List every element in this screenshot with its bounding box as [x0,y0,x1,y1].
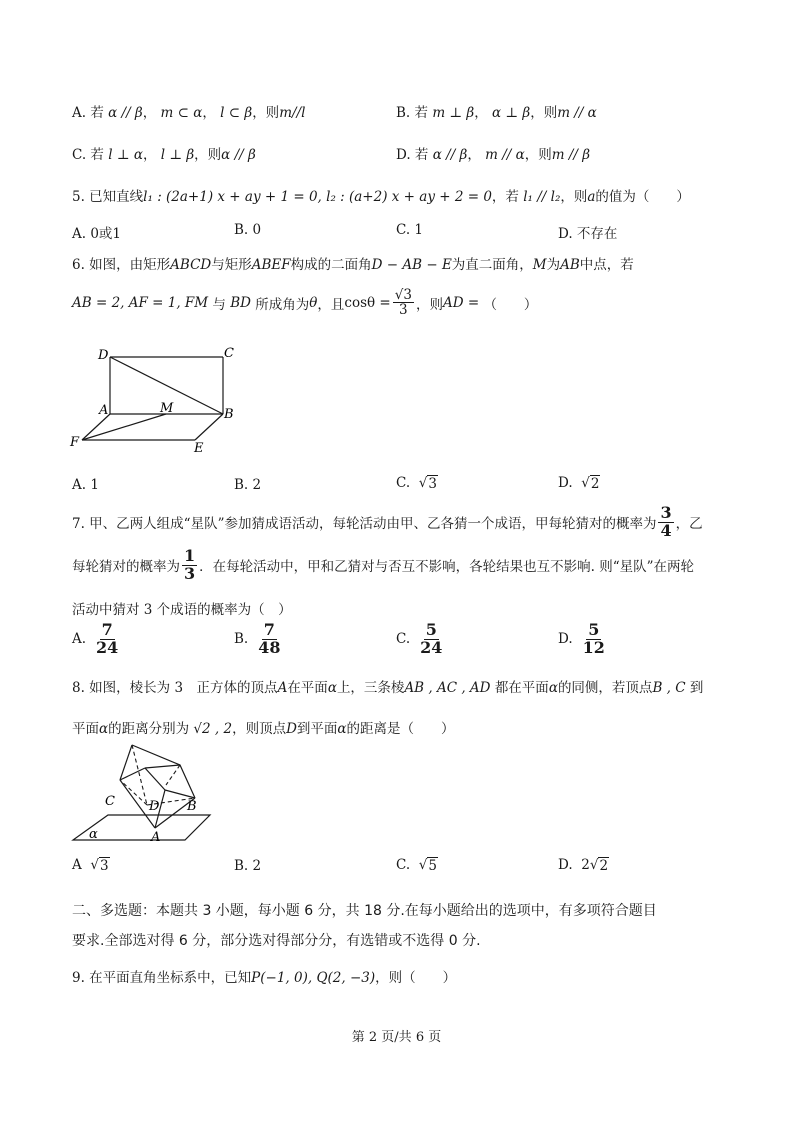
fraction-numerator: 5 [425,620,437,639]
text: ，则 [524,147,552,163]
math-expr: M [532,257,547,273]
option-fraction [94,622,120,657]
math-expr: m // α [557,105,597,121]
option-label: B. [234,631,249,648]
q6-option-c [396,475,438,492]
text: 所成角为 [255,296,310,313]
math-expr: α [327,680,337,696]
q8-stem-line2: 平面α的距离分别为 √2 , 2，则顶点D到平面α的距离是（ ） [72,721,455,737]
q6-stem-line2 [72,288,537,317]
text: ，则 [530,105,558,121]
text: 的值为（ ） [595,189,690,205]
sqrt-expr: √ 2 [581,475,600,492]
math-expr: l₁ // l₂ [523,189,561,205]
math-expr: α [99,721,109,737]
math-expr: m//l [279,105,306,121]
q9-stem [72,966,456,986]
text: 都在平面 [494,680,549,696]
figure-label-C: C [224,346,234,361]
coefficient: 2 [581,857,590,873]
math-expr: A [277,680,288,696]
text: 到 [689,680,704,696]
figure-label-A: A [151,830,161,845]
section-heading-line2: 要求.全部选对得 6 分，部分选对得部分分，有选错或不选得 0 分. [72,933,481,949]
q6-stem-line1 [72,253,634,273]
option-fraction [581,622,607,657]
option-label: A. 若 [72,105,104,121]
math-expr: l ⊥ β [160,147,195,163]
q7-stem-line2 [72,548,694,583]
fraction-denominator: 3 [184,563,196,583]
text: ，则 [194,147,222,163]
radicand: 3 [99,858,109,874]
page-footer: 第 2 页/共 6 页 [351,1030,442,1045]
math-expr: l₁ : (2a+1) x + ay + 1 = 0, l₂ : (a+2) x + ay + 2 = 0 [143,189,492,205]
option-label: C. [396,857,411,873]
text: 6. 如图，由矩形 [72,257,171,273]
option-label: B. 若 [396,105,429,121]
figure-label-A: A [99,403,109,418]
sqrt-expr: √ 5 [418,857,437,874]
option-label: D. [558,631,573,648]
text: ，若 [491,189,519,205]
math-expr: α ⊥ β [492,105,531,121]
q7-option-d [558,622,609,657]
q6-figure [60,340,260,460]
text: 的距离是（ ） [346,721,455,737]
sqrt-expr: √ 2 [589,857,609,874]
text: 5. 已知直线 [72,189,144,205]
fraction-denominator: 3 [399,302,408,319]
fraction-denominator: 24 [420,637,443,657]
q5-option-c: C. 1 [396,222,424,238]
q6-option-b: B. 2 [234,477,262,493]
figure-label-C: C [105,794,115,809]
prob-fraction [658,505,673,540]
text: 与矩形 [211,257,252,273]
fraction-denominator: 48 [258,637,281,657]
fraction-numerator: 7 [101,620,113,639]
math-expr: a [587,189,596,205]
q8-option-a [72,857,110,874]
option-label: C. [396,475,411,491]
fraction-numerator: 5 [588,620,600,639]
fraction-numerator: √3 [394,287,412,303]
math-expr: AB , AC , AD [404,680,491,696]
math-expr: D − AB − E [371,257,452,273]
figure-label-B: B [187,799,197,814]
q8-stem-line1 [72,676,703,696]
fraction-numerator: 7 [263,620,275,639]
math-expr: D [286,721,297,737]
math-expr: ABCD [170,257,212,273]
text: ．在每轮活动中，甲和乙猜对与否互不影响，各轮结果也互不影响. 则“星队”在两轮 [199,559,695,576]
q5-option-d: D. 不存在 [558,226,618,242]
figure-label-F: F [70,435,80,450]
text: （ ） [483,296,538,313]
text: 上，三条棱 [336,680,405,696]
math-expr: m ⊥ β [432,105,475,121]
text: 7. 甲、乙两人组成“星队”参加猜成语活动，每轮活动由甲、乙各猜一个成语，甲每轮猜对的概率为 [72,516,657,533]
text: ，且 [317,296,345,313]
text: 为 [546,257,561,273]
figure-label-E: E [194,441,204,456]
option-fraction [418,622,444,657]
section-heading-line1: 二、多选题：本题共 3 小题，每小题 6 分，共 18 分.在每小题给出的选项中，有多项符合题目 [72,903,657,919]
q6-option-a: A. 1 [72,477,99,493]
fraction-numerator: 3 [660,503,672,522]
figure-label-D: D [149,799,160,814]
math-expr: cosθ = [344,294,391,311]
prob-fraction [182,548,197,583]
figure-label-M: M [160,401,174,416]
text: ，则顶点 [232,721,287,737]
fraction-numerator: 1 [184,546,196,565]
math-expr: α // β [221,147,256,163]
math-expr: AB = 2, AF = 1, FM [72,294,209,311]
math-expr: BD [230,294,251,311]
q4-option-c: C. 若 l ⊥ α， l ⊥ β，则α // β [72,147,256,163]
q8-figure [65,740,215,850]
text: 8. 如图，棱长为 3 正方体的顶点 [72,680,278,696]
q8-option-b: B. 2 [234,858,262,874]
math-expr: α // β [108,105,143,121]
figure-label-alpha: α [89,827,98,842]
q7-option-a [72,622,122,657]
option-label: A [72,857,82,873]
cos-fraction [393,288,414,317]
option-fraction [256,622,282,657]
radicand: 5 [428,858,437,874]
q5-option-b: B. 0 [234,222,262,238]
math-expr: B , C [652,680,686,696]
option-label: D. [558,475,573,491]
q5-option-a: A. 0或1 [72,226,122,242]
text: ，则 [252,105,280,121]
math-expr: m // β [551,147,591,163]
math-expr: θ [309,294,318,311]
option-label: C. [396,631,411,648]
option-label: A. [72,631,87,648]
text: 的距离分别为 [108,721,190,737]
math-expr: α // β [432,147,468,163]
q6-option-d [558,475,600,492]
math-expr: l ⊥ α [108,147,143,163]
math-expr: P(−1, 0), Q(2, −3) [251,970,376,986]
q7-stem-line3: 活动中猜对 3 个成语的概率为（ ） [72,602,292,618]
text: 构成的二面角 [290,257,372,273]
text: 为直二面角， [451,257,533,273]
q7-option-c [396,622,446,657]
math-expr: AD = [442,294,480,311]
text: 中点，若 [579,257,634,273]
q8-option-c [396,857,438,874]
text: ，则（ ） [375,970,457,986]
fraction-denominator: 24 [96,637,119,657]
text: 9. 在平面直角坐标系中，已知 [72,970,252,986]
radicand: 3 [428,476,437,492]
text: 平面 [72,721,99,737]
figure-label-D: D [98,348,109,363]
text: ，则 [560,189,588,205]
math-expr: m // α [485,147,525,163]
q5-stem [72,185,690,205]
q4-option-d: D. 若 α // β， m // α，则m // β [396,147,591,163]
math-expr: α [337,721,347,737]
fraction-denominator: 4 [660,520,672,540]
text: 每轮猜对的概率为 [72,559,180,576]
math-expr: m ⊂ α [160,105,203,121]
math-expr: l ⊂ β [220,105,253,121]
option-label: D. [558,857,573,873]
math-expr: α [548,680,558,696]
sqrt-expr: √ 3 [90,857,109,874]
q4-option-a: A. 若 α // β， m ⊂ α， l ⊂ β，则m//l [72,105,306,121]
sqrt-expr: √ 3 [418,475,437,492]
radicand: 2 [599,858,609,874]
q7-option-b [234,622,284,657]
math-expr: AB [560,257,580,273]
text: ，乙 [675,516,703,533]
text: 与 [212,296,226,313]
figure-label-B: B [224,407,234,422]
option-label: D. 若 [396,147,429,163]
q8-option-d [558,857,609,874]
option-label: C. 若 [72,147,104,163]
q4-option-b: B. 若 m ⊥ β， α ⊥ β，则m // α [396,105,597,121]
fraction-denominator: 12 [582,637,605,657]
math-expr: 2 , 2 [202,721,233,737]
radicand: 2 [590,476,600,492]
text: 的同侧，若顶点 [557,680,653,696]
math-expr: ABEF [251,257,291,273]
text: 在平面 [287,680,328,696]
text: 到平面 [296,721,338,737]
text: ，则 [415,296,443,313]
q7-stem-line1 [72,505,703,540]
